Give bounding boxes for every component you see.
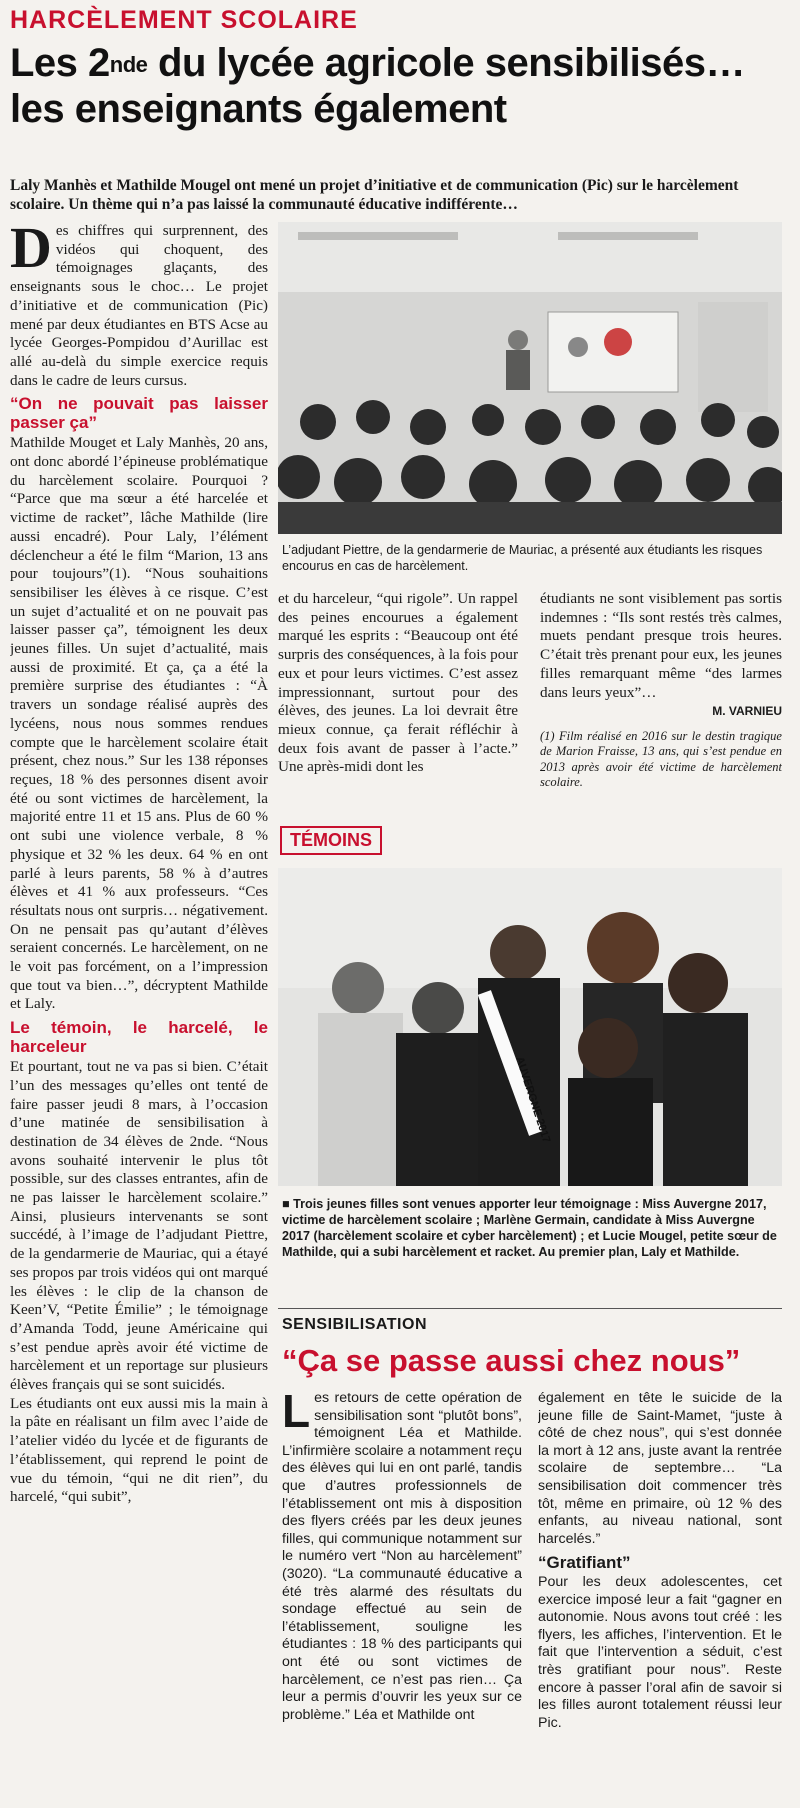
encadre-column-right [538, 1390, 782, 1800]
headline [10, 40, 790, 132]
encadre-right-text-2: Pour les deux adolescentes, cet exercice imposé leur a fait “gagner en autonomie. Nous avons tout créé : les flyers, les affiches, l’intervention. Et le fait que l’intervention a séduit, c’est très gratifiant pour nous”. Reste encore à passer l’oral afin de savoir si les filles auront totalement réussi leur Pic. [538, 1573, 782, 1731]
temoins-caption: ■ Trois jeunes filles sont venues apporter leur témoignage : Miss Auvergne 2017, victime de harcèlement scolaire ; Marlène Germain, candidate à Miss Auvergne 2017 (harcèlement scolaire et cyber harcèlement) ; et Lucie Mougel, petite sœur de Mathilde, qui a subi harcèlement et racket. Au premier plan, Laly et Mathilde. [282, 1197, 777, 1259]
column-3 [540, 590, 782, 810]
headline-part2: du lycée agricole sensibilisés… [147, 41, 746, 85]
encadre-column-left [282, 1390, 522, 1800]
encadre-divider [278, 1308, 782, 1309]
column-3-text: étudiants ne sont visiblement pas sortis indemnes : “Ils sont restés très calmes, muets pendant presque trois heures. C’était très prenant pour eux, les jeunes filles remarquant même “des larmes dans leurs yeux”… [540, 590, 782, 701]
subhead-2: Le témoin, le harcelé, le harceleur [10, 1018, 268, 1057]
classroom-illustration [278, 222, 782, 534]
intro-paragraph [10, 222, 268, 390]
author: M. VARNIEU [712, 704, 782, 719]
column-2-text: et du harceleur, “qui rigole”. Un rappel des peines encourues a également marqué les esprits : “Beaucoup ont été surpris des conséquences, à la fois pour eux et pour leurs victimes. C’est assez impressionnant, surtout pour des élèves, des jeunes. La loi devrait être mieux connue, ça ferait réfléchir à deux fois avant de passer à l’acte.” Une après-midi dont les [278, 590, 518, 776]
encadre-left-paragraph [282, 1390, 522, 1724]
encadre-dropcap: L [282, 1390, 311, 1437]
encadre-right-text: également en tête le suicide de la jeune fille de Saint-Mamet, “juste à côté de chez nous”, qui s’est donnée la mort à 12 ans, juste avant la rentrée scolaire de septembre… “La sensibilisation doit commencer très tôt, même en primaire, où 12 % des enfants, au niveau national, sont harcelés.” [538, 1390, 782, 1547]
encadre-subhead: “Gratifiant” [538, 1553, 631, 1573]
witnesses-illustration [278, 868, 782, 1186]
classroom-photo [278, 222, 782, 534]
column-1 [10, 222, 268, 1800]
witnesses-photo [278, 868, 782, 1186]
temoins-label: TÉMOINS [280, 826, 382, 855]
photo1-caption: L’adjudant Piettre, de la gendarmerie de Mauriac, a présenté aux étudiants les risques encourus en cas de harcèlement. [282, 543, 763, 573]
column-2 [278, 590, 518, 800]
dropcap: D [10, 222, 52, 280]
footnote: (1) Film réalisé en 2016 sur le destin tragique de Marion Fraisse, 13 ans, qui s’est pendue en 2013 après avoir été victime de harcèlement scolaire. [540, 728, 782, 790]
kicker: HARCÈLEMENT SCOLAIRE [10, 6, 358, 34]
encadre-label: SENSIBILISATION [282, 1316, 427, 1333]
sash-text: AUVERGNE 2017 [513, 1055, 553, 1145]
paragraph-2: Et pourtant, tout ne va pas si bien. C’était l’un des messages qu’elles ont tenté de faire passer jeudi 8 mars, à l’occasion d’une matinée de sensibilisation à destination de 34 élèves de 2nde. “Nous avons souhaité intervenir le plus tôt possible, sur des classes entrantes, afin de ne pas laisser le harcèlement scolaire.” Ainsi, plusieurs intervenants se sont succédé, à l’image de l’adjudant Piettre, de la gendarmerie de Mauriac, qui a étayé ses propos par trois vidéos qui ont marqué les élèves : le clip de la chanson de Keen’V, “Petite Émilie” ; le témoignage d’Amanda Todd, jeune Américaine qui s’est pendue après avoir été victime de harcèlement et un reportage sur plusieurs élèves français qui se sont suicidés. [10, 1058, 268, 1394]
headline-sup: nde [109, 52, 148, 77]
paragraph-1: Mathilde Mouget et Laly Manhès, 20 ans, ont donc abordé l’épineuse problématique du harcèlement scolaire. Pourquoi ? “Parce que ma sœur a été harcelée et victime de racket”, lâche Mathilde (lire aussi encadré). Pour Laly, l’élément déclencheur a été le film “Marion, 13 ans pour toujours”(1). “Nous souhaitions sensibiliser les élèves à ce risque. C’est un sujet d’actualité et on ne pouvait pas laisser passer ça”, témoignent les deux jeunes filles. Un sujet d’actualité, mais aussi de proximité. Et ça, ça a été la première surprise des étudiantes : “À travers un sondage réalisé auprès des lycéens, nous nous sommes rendues compte que le harcèlement scolaire était présent, chez nous.” Sur les 138 réponses reçues, 18 % des personnes disent avoir été ou sont victimes de harcèlement, la majorité entre 11 et 15 ans. Plus de 60 % ont subi une violence verbale, 8 % physique et 32 % les deux. 64 % en ont parlé à leurs parents, 58 % à d’autres élèves et 41 % aux professeurs. “Ces résultats nous ont surpris… négativement. On ne pensait pas qu’autant d’élèves seraient concernés. Le harcèlement, on ne le voit pas forcément, on a l’impression que tout va bien…”, décryptent Mathilde et Laly. [10, 434, 268, 1013]
headline-line2: les enseignants également [10, 87, 507, 131]
standfirst: Laly Manhès et Mathilde Mougel ont mené un projet d’initiative et de communication (Pic) sur le harcèlement scolaire. Un thème qui n’a pas laissé la communauté éducative indifférente… [10, 177, 739, 213]
subhead-1: “On ne pouvait pas laisser passer ça” [10, 394, 268, 433]
encadre-title: “Ça se passe aussi chez nous” [282, 1343, 741, 1378]
paragraph-3: Les étudiants ont eux aussi mis la main à la pâte en réalisant un film avec l’aide de l’atelier vidéo du lycée et de figurants de l’établissement, qui reprend le point de vue du témoin, “qui ne dit rien”, du harcelé, “qui subit”, [10, 1394, 268, 1506]
intro-text: es chiffres qui surprennent, des vidéos qui choquent, des témoignages glaçants, des enseignants sous le choc… Le projet d’initiative et de communication (Pic) mené par deux étudiantes en BTS Acse au lycée Georges-Pompidou d’Aurillac est allé au-delà du simple exercice requis dans le cadre de leurs cursus. [10, 222, 268, 389]
headline-part1: Les 2 [10, 41, 110, 85]
encadre-left-text: es retours de cette opération de sensibilisation sont “plutôt bons”, témoignent Léa et Mathilde. L’infirmière scolaire a notamment reçu des élèves qui lui en ont parlé, tandis que d’autres professionnels de l’établissement ont mis à disposition des flyers créés par les deux jeunes filles, qui communique notamment sur le numéro vert “Non au harcèlement” (3020). “La communauté éducative a été très alarmé des résultats du sondage effectué au sein de l’établissement, souligne les étudiantes : 18 % des participants qui ont été ou sont victimes de harcèlement, ce n’est pas rien… Ça leur a permis d’ouvrir les yeux sur ce problème.” Léa et Mathilde ont [282, 1390, 522, 1723]
